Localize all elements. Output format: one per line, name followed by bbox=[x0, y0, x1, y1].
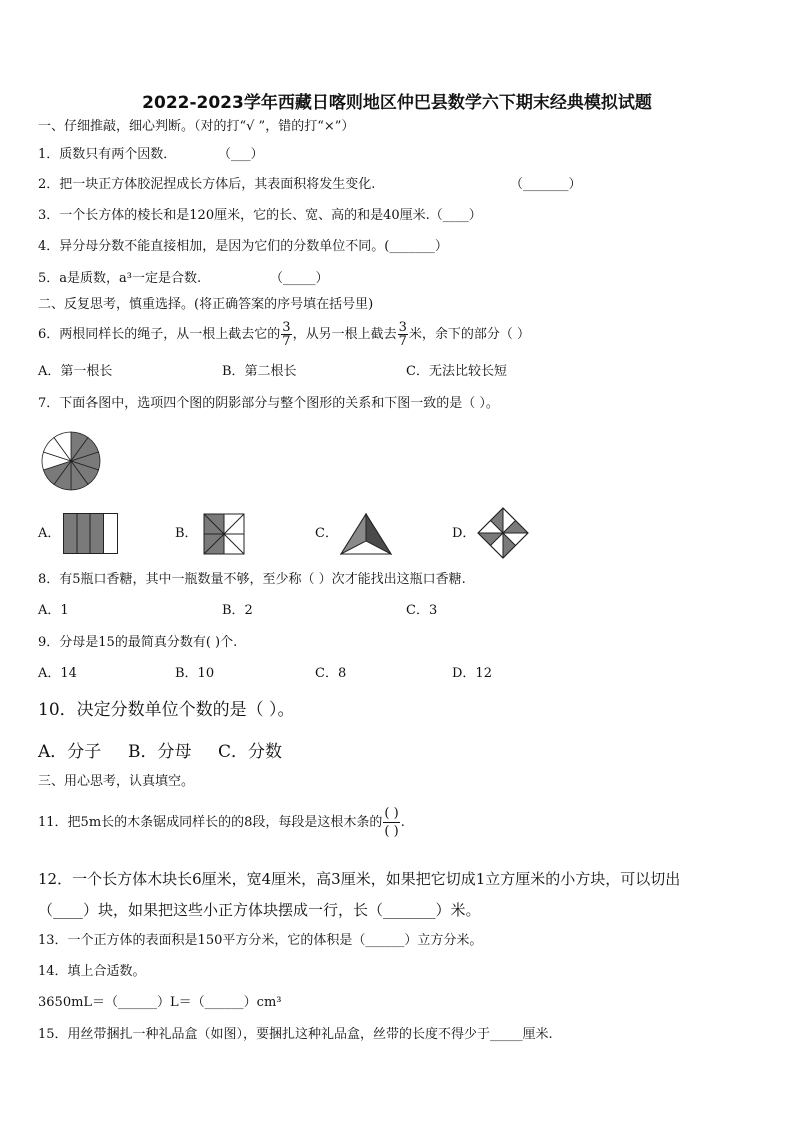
question-2: 2．把一块正方体胶泥捏成长方体后，其表面积将发生变化. bbox=[38, 177, 376, 192]
option-8b: B．2 bbox=[222, 603, 253, 618]
question-6-text-b: ，从另一根上截去 bbox=[292, 327, 397, 342]
option-6b: B．第二根长 bbox=[222, 364, 297, 379]
fraction-3-7 bbox=[281, 321, 291, 348]
reference-circle-figure bbox=[40, 430, 102, 492]
option-6c: C．无法比较长短 bbox=[406, 364, 507, 379]
option-9d: D．12 bbox=[452, 666, 492, 681]
question-6-text-c: 米，余下的部分（ ） bbox=[408, 327, 530, 342]
option-6a: A．第一根长 bbox=[38, 364, 113, 379]
question-13: 13．一个正方体的表面积是150平方分米，它的体积是（______）立方分米。 bbox=[38, 933, 483, 948]
question-7: 7．下面各图中，选项四个图的阴影部分与整个图形的关系和下图一致的是（ ）。 bbox=[38, 396, 499, 411]
question-1: 1．质数只有两个因数． bbox=[38, 147, 177, 162]
option-7d-label: D． bbox=[452, 526, 476, 541]
section-2-heading: 二、反复思考，慎重选择。(将正确答案的序号填在括号里) bbox=[38, 297, 374, 312]
section-1-heading: 一、仔细推敲，细心判断。（对的打“√ ”，错的打“×”） bbox=[38, 119, 355, 134]
option-10c: C．分数 bbox=[218, 742, 283, 762]
question-8: 8．有5瓶口香糖，其中一瓶数量不够，至少称（ ）次才能找出这瓶口香糖. bbox=[38, 572, 466, 587]
numerator: 3 bbox=[282, 320, 291, 335]
question-3: 3．一个长方体的棱长和是120厘米，它的长、宽、高的和是40厘米.（____） bbox=[38, 208, 482, 223]
option-10b: B．分母 bbox=[128, 742, 192, 762]
answer-blank-1: （___） bbox=[218, 147, 264, 162]
option-7c-figure bbox=[340, 513, 392, 555]
option-8c: C．3 bbox=[406, 603, 438, 618]
denominator: 7 bbox=[282, 334, 291, 349]
question-6-text-a: 6．两根同样长的绳子，从一根上截去它的 bbox=[38, 327, 281, 342]
question-6 bbox=[38, 320, 530, 350]
option-7a-label: A． bbox=[38, 526, 61, 541]
denominator: 7 bbox=[398, 334, 407, 349]
option-7d-figure bbox=[477, 507, 529, 559]
answer-blank-2: （_______） bbox=[510, 177, 582, 192]
answer-blank-5: （_____） bbox=[270, 271, 329, 286]
fraction-3-7-meters bbox=[398, 321, 408, 348]
option-7a-figure bbox=[63, 513, 119, 554]
question-9: 9．分母是15的最简真分数有( )个. bbox=[38, 635, 238, 650]
option-8a: A．1 bbox=[38, 603, 69, 618]
question-11-text: 11．把5m长的木条锯成同样长的的8段，每段是这根木条的 bbox=[38, 815, 383, 830]
numerator-blank: ( ) bbox=[384, 806, 399, 821]
option-10a: A．分子 bbox=[38, 742, 102, 762]
question-5: 5．a是质数，a³一定是合数. bbox=[38, 271, 202, 286]
question-12-line-1: 12．一个长方体木块长6厘米，宽4厘米，高3厘米，如果把它切成1立方厘米的小方块，可以切出 bbox=[38, 870, 681, 888]
section-3-heading: 三、用心思考，认真填空。 bbox=[38, 774, 195, 789]
question-4: 4．异分母分数不能直接相加，是因为它们的分数单位不同。(_______） bbox=[38, 239, 448, 254]
option-9a: A．14 bbox=[38, 666, 77, 681]
option-7b-figure bbox=[203, 513, 245, 555]
fraction-blank bbox=[383, 805, 399, 840]
question-15: 15．用丝带捆扎一种礼品盒（如图），要捆扎这种礼品盒，丝带的长度不得少于_____厘米. bbox=[38, 1027, 553, 1042]
option-9b: B．10 bbox=[175, 666, 215, 681]
question-12-line-2: （____）块，如果把这些小正方体块摆成一行，长（_______）米。 bbox=[38, 901, 481, 919]
option-7c-label: C． bbox=[315, 526, 338, 541]
question-14: 14．填上合适数。 bbox=[38, 964, 146, 979]
option-9c: C．8 bbox=[315, 666, 347, 681]
question-10: 10．决定分数单位个数的是（ ）。 bbox=[38, 700, 295, 720]
denominator-blank: ( ) bbox=[384, 824, 399, 839]
page-title: 2022-2023学年西藏日喀则地区仲巴县数学六下期末经典模拟试题 bbox=[142, 93, 652, 113]
question-11-end: . bbox=[400, 815, 405, 830]
question-11 bbox=[38, 803, 405, 843]
question-14-fill: 3650mL＝（______）L＝（______）cm³ bbox=[38, 995, 282, 1010]
numerator: 3 bbox=[398, 320, 407, 335]
option-7b-label: B． bbox=[175, 526, 198, 541]
